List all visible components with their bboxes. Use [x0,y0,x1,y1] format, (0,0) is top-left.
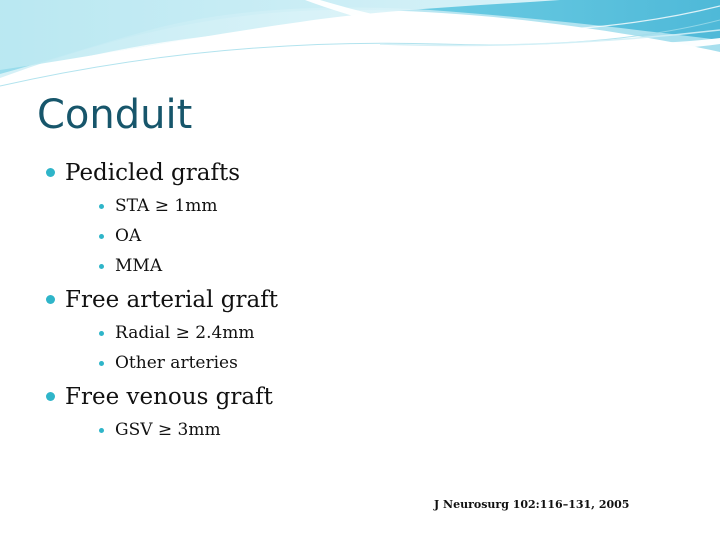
bullet-group-free-arterial [46,285,646,382]
sub-bullet-item [99,419,646,449]
bullet-item [46,285,646,315]
bullet-text: Free arterial graft [65,287,278,313]
sub-bullet-text: Radial ≥ 2.4mm [115,323,255,343]
sub-bullet-dot-icon [99,428,104,433]
bullet-text: Pedicled grafts [65,160,241,186]
sub-bullet-item [99,322,646,352]
bullet-item [46,158,646,188]
sub-bullet-text: MMA [115,256,163,276]
bullet-text: Free venous graft [65,384,273,410]
sub-bullet-item [99,352,646,382]
sub-bullet-text: Other arteries [115,353,238,373]
sub-bullet-dot-icon [99,331,104,336]
sub-bullet-list [46,419,646,449]
bullet-group-pedicled [46,158,646,285]
sub-bullet-text: GSV ≥ 3mm [115,420,221,440]
bullet-group-free-venous [46,382,646,449]
citation: J Neurosurg 102:116–131, 2005 [434,498,630,511]
bullet-dot-icon [46,295,55,304]
bullet-list [46,158,646,449]
bullet-dot-icon [46,392,55,401]
header-wave-decoration [0,0,720,100]
sub-bullet-list [46,195,646,285]
sub-bullet-text: OA [115,226,142,246]
sub-bullet-item [99,225,646,255]
sub-bullet-list [46,322,646,382]
sub-bullet-item [99,255,646,285]
sub-bullet-text: STA ≥ 1mm [115,196,218,216]
sub-bullet-dot-icon [99,264,104,269]
sub-bullet-dot-icon [99,204,104,209]
sub-bullet-dot-icon [99,234,104,239]
slide-title: Conduit [37,92,193,138]
sub-bullet-dot-icon [99,361,104,366]
bullet-item [46,382,646,412]
bullet-dot-icon [46,168,55,177]
sub-bullet-item [99,195,646,225]
